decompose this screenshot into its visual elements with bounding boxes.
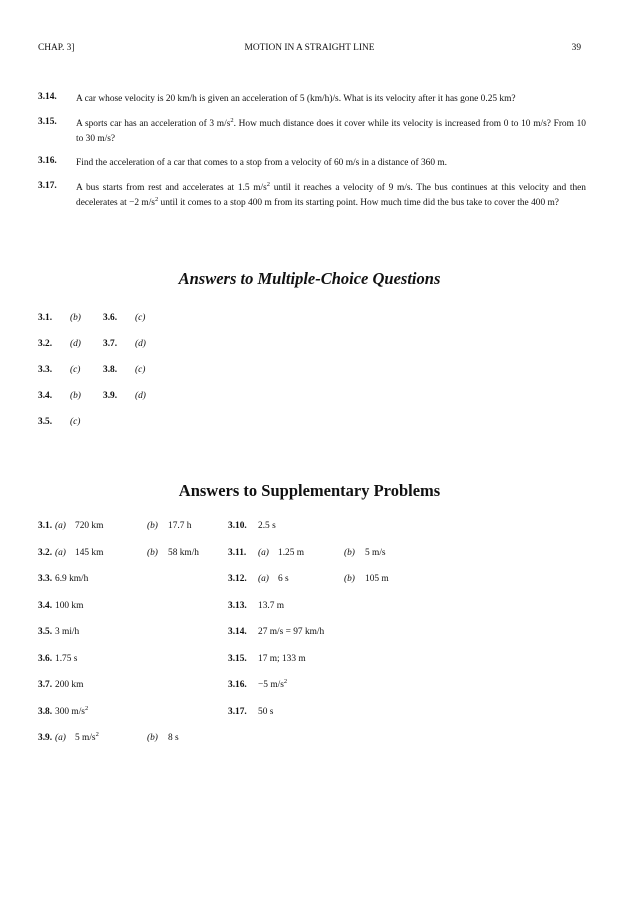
answer-text: 27 m/s = 97 km/h [258, 627, 325, 637]
mcq-number: 3.4. [38, 391, 53, 401]
answer-text: 200 km [55, 680, 84, 690]
part-label: (a) [55, 733, 66, 743]
problem-3-16 [38, 156, 586, 171]
answer-value [55, 601, 83, 611]
answer-value: 58 km/h [168, 547, 199, 558]
part-label: (b) [344, 574, 355, 584]
mcq-number: 3.5. [38, 417, 53, 427]
answer-number: 3.4. [38, 600, 53, 611]
answer-value: 5 m/s [365, 547, 386, 558]
answer-text: 13.7 m [258, 600, 285, 611]
part-label: (a) [258, 574, 269, 584]
mcq-answers-title: Answers to Multiple-Choice Questions [178, 269, 441, 288]
mcq-number: 3.1. [38, 313, 53, 323]
problem-number: 3.17. [38, 181, 57, 191]
answer-value [278, 548, 304, 558]
answer-number: 3.3. [38, 574, 53, 584]
answer-text: 6 s [278, 574, 289, 584]
problem-text: A bus starts from rest and accelerates at 1.5 $m/s^2$ until it reaches a velocity of 9 m/s. The bus continues at this velocity and then decelerates at −2 $m/s^2$ until it comes to a stop 400 m from its starting point. How much time did the bus take to cover the 400 m? [76, 180, 586, 208]
part-label: (b) [344, 547, 355, 558]
problem-number: 3.14. [38, 92, 57, 102]
part-label: (b) [147, 547, 158, 558]
page-number: 39 [571, 43, 581, 53]
mcq-number: 3.9. [103, 391, 118, 401]
answer-text: 5 m/s [75, 733, 96, 743]
answer-value [258, 654, 306, 664]
superscript: 2 [95, 730, 99, 738]
mcq-answer: (b) [70, 391, 81, 401]
answer-value [258, 707, 273, 717]
answer-value [278, 574, 289, 584]
answer-value [55, 654, 77, 664]
answer-value [258, 627, 324, 637]
mcq-answer: (c) [135, 313, 146, 323]
superscript: 2 [84, 704, 89, 712]
answer-text: 720 km [75, 521, 104, 531]
answer-number: 3.5. [38, 627, 53, 637]
answer-value: 105 m [365, 574, 389, 584]
answer-value [55, 680, 83, 690]
answer-number: 3.11. [228, 547, 247, 558]
answer-text: 6.9 km/h [55, 574, 89, 584]
mcq-answer: (d) [135, 391, 146, 401]
answer-value [75, 730, 99, 743]
mcq-answer: (b) [70, 313, 81, 323]
problem-text: A car whose velocity is 20 km/h is given an acceleration of 5 (km/h)/s. What is its velocity after it has gone 0.25 km? [76, 94, 516, 104]
mcq-answer: (c) [70, 417, 81, 427]
answer-value [55, 574, 88, 584]
answer-value [258, 521, 276, 531]
answer-value: 8 s [168, 733, 179, 743]
part-label: (a) [55, 521, 66, 531]
answer-value [55, 627, 79, 637]
answer-number: 3.15. [228, 653, 247, 664]
answer-number: 3.2. [38, 547, 53, 558]
answer-text: 1.25 m [278, 547, 305, 558]
running-title: MOTION IN A STRAIGHT LINE [244, 43, 375, 53]
problem-text: Find the acceleration of a car that comes to a stop from a velocity of 60 m/s in a distance of 360 m. [76, 158, 447, 168]
supplementary-answers-title: Answers to Supplementary Problems [178, 481, 441, 500]
answer-text: −5 m/s [258, 680, 284, 690]
problem-number: 3.16. [38, 156, 57, 166]
answer-text: 300 m/s [55, 706, 85, 717]
answer-text: 145 km [75, 547, 104, 558]
part-label: (b) [147, 733, 158, 743]
answer-text: 1.75 s [55, 653, 78, 664]
answer-number: 3.14. [228, 627, 247, 637]
mcq-answer: (c) [135, 365, 146, 375]
answer-number: 3.17. [228, 706, 247, 717]
answer-text: 100 km [55, 600, 84, 611]
answer-number: 3.12. [228, 574, 247, 584]
answer-value: 17.7 h [168, 521, 192, 531]
answer-value [258, 601, 284, 611]
answer-text: 17 m; 133 m [258, 653, 306, 664]
answer-value [75, 521, 103, 531]
answer-number: 3.8. [38, 706, 53, 717]
answer-value [55, 704, 89, 717]
answer-number: 3.16. [228, 680, 247, 690]
answer-text: 50 s [258, 706, 274, 717]
answer-text: 2.5 s [258, 521, 276, 531]
mcq-number: 3.8. [103, 365, 118, 375]
answer-number: 3.10. [228, 521, 247, 531]
answer-number: 3.7. [38, 680, 53, 690]
part-label: (a) [258, 547, 269, 558]
problem-number: 3.15. [38, 117, 57, 127]
mcq-number: 3.7. [103, 339, 118, 349]
problem-3-17 [38, 181, 586, 211]
problem-3-15 [38, 117, 586, 147]
problem-3-14 [38, 92, 586, 107]
part-label: (a) [55, 547, 66, 558]
mcq-answer: (d) [135, 339, 146, 349]
mcq-answer: (d) [70, 339, 81, 349]
mcq-number: 3.3. [38, 365, 53, 375]
part-label: (b) [147, 521, 158, 531]
chapter-label: CHAP. 3] [38, 43, 75, 53]
mcq-number: 3.2. [38, 339, 53, 349]
mcq-number: 3.6. [103, 313, 118, 323]
answer-value [258, 677, 288, 690]
answer-number: 3.9. [38, 733, 53, 743]
answer-number: 3.6. [38, 653, 53, 664]
mcq-answer: (c) [70, 365, 81, 375]
answer-value [75, 548, 103, 558]
answer-number: 3.13. [228, 600, 247, 611]
answer-text: 3 mi/h [55, 627, 80, 637]
problem-text: A sports car has an acceleration of 3 $m/s^2$. How much distance does it cover while its velocity is increased from 0 to 10 m/s? From 10 to 30 m/s? [76, 116, 586, 144]
superscript: 2 [283, 677, 288, 685]
answer-number: 3.1. [38, 521, 53, 531]
